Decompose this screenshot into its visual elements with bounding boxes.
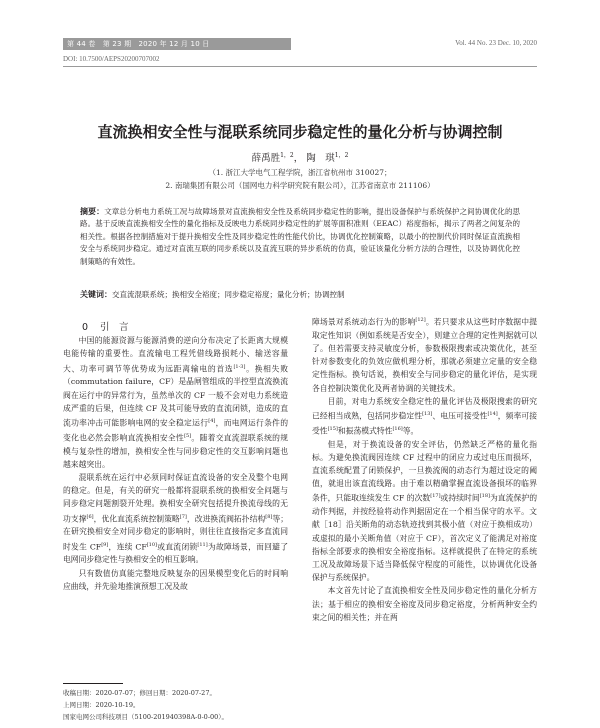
- citation-ref[interactable]: [5]: [184, 432, 192, 439]
- right-paragraph: [312, 584, 537, 624]
- volume-banner: [63, 38, 291, 50]
- paragraph-text: ，改进换流阀拓扑结构: [186, 514, 266, 524]
- keywords-label: 关键词：: [80, 290, 112, 299]
- footnote-rule: [63, 683, 123, 684]
- paragraph-text: 等。: [402, 426, 419, 436]
- right-column: [312, 314, 537, 624]
- author-1-sup: 1，2: [280, 152, 294, 159]
- abstract-label: 摘要：: [80, 207, 105, 216]
- citation-ref[interactable]: [15]: [327, 425, 338, 432]
- authors: [0, 150, 600, 164]
- author-2-sup: 1，2: [334, 152, 349, 159]
- citation-ref[interactable]: [7]: [179, 513, 187, 520]
- paragraph-text: 为直流保护的动作判据，并按经验将动作判据固定在一个相当保守的水平。文献［18］沿关断角的动态轨迹找到其极小值（对应于换相成功）或虚拟的最小关断角值（对应于 CF），首次定义了能满足对裕度指标全部要求的换相安全裕度指标。这样就提供了在特定的系统工况及故障场景下适当降低保守程度的可能性，以协调优化设备保护与系统保护。: [312, 494, 538, 583]
- volume-right: Vol. 44 No. 23 Dec. 10, 2020: [455, 39, 537, 47]
- paragraph-text: 。换相失败（commutation failure，CF）是晶闸管组成的半控型直流换流阀在运行中的异常行为，虽然单次的 CF 一般不会对电力系统造成严重的后果，但连续 CF 及其可能导致的直流闭锁，造成的直流功率冲击可能影响电网的安全稳定运行: [63, 364, 288, 428]
- section-number: 0: [82, 322, 89, 333]
- paragraph-text: 。若只要求从这些时序数据中提取定性知识（例如系统是否安全），则建立合理的定性判据就可以了。但若需要支持灵敏度分析，参数极限搜索或决策优化，甚至针对参数变化的负效应做机理分析，那就必须建立定量的安全稳定性指标。换句话说，换相安全与同步稳定的量化评估，是实现各自控制决策优化及两者协调的关键技术。: [312, 317, 537, 393]
- paragraph-text: 、电压可接受性: [432, 411, 488, 421]
- footnote-received: 收稿日期：2020-07-07；修回日期：2020-07-27。: [63, 689, 216, 697]
- paragraph-text: 和振荡模式特性: [337, 426, 393, 436]
- paragraph-text: 为故障场景，而回避了电网同步稳定性与换相安全的相互影响。: [63, 542, 289, 565]
- citation-ref[interactable]: [11]: [197, 541, 208, 548]
- paragraph-text: 等；在研究换相安全对同步稳定的影响时，则往往直接指定多直流同时发生 CF: [63, 514, 289, 552]
- citation-ref[interactable]: [16]: [392, 425, 403, 432]
- citation-ref[interactable]: [8]: [265, 513, 273, 520]
- right-paragraph: [312, 395, 537, 438]
- paragraph-text: ，连续 CF: [108, 542, 147, 552]
- doi: DOI: 10.7500/AEPS20200707002: [63, 55, 160, 63]
- paragraph-text: 或直流闭锁: [157, 542, 198, 552]
- paragraph-text: ，频率可接受性: [312, 411, 538, 436]
- header-rule: [63, 66, 537, 67]
- paragraph-text: 本文首先讨论了直流换相安全性及同步稳定性的量化分析方法；基于相应的换相安全裕度及同步稳定裕度，分析两种安全约束之间的相关性；并在两: [312, 586, 537, 622]
- citation-ref[interactable]: [12]: [415, 317, 426, 323]
- section-heading: [63, 321, 288, 334]
- citation-ref[interactable]: [1-3]: [233, 363, 246, 370]
- affiliation-2: 2. 南瑞集团有限公司（国网电力科学研究院有限公司），江苏省南京市 211106）: [165, 181, 435, 190]
- author-1: 薛禹胜: [251, 153, 281, 165]
- section-title: 引 言: [100, 322, 129, 333]
- paragraph-text: 目前，对电力系统安全稳定性的量化评估及极限搜索的研究已经相当成熟，包括同步稳定性: [312, 396, 537, 421]
- left-column: [63, 321, 288, 593]
- paragraph-text: ，优化直流系统控制策略: [93, 514, 180, 524]
- volume-left-text: 第 44 卷 第 23 期 2020 年 12 月 10 日: [67, 40, 210, 48]
- footnote-funding: 国家电网公司科技项目（5100-201940398A-0-0-00）。: [63, 713, 229, 721]
- paragraph-text: 或持续时间: [440, 494, 480, 504]
- citation-ref[interactable]: [14]: [487, 411, 498, 418]
- citation-ref[interactable]: [9]: [101, 541, 109, 548]
- citation-ref[interactable]: [18]: [479, 493, 490, 500]
- left-paragraph: [63, 471, 288, 567]
- footnote-online: 上网日期：2020-10-19。: [63, 701, 140, 709]
- left-paragraph: [63, 334, 288, 471]
- paragraph-text: 中国的能源资源与能源消费的逆向分布决定了长距离大规模电能传输的重要性。直流输电工程凭借线路损耗小、输送容量大、功率可调节等优势成为远距离输电的首选: [63, 336, 288, 374]
- left-paragraph: [63, 567, 288, 593]
- keywords-text: 交直流混联系统；换相安全裕度；同步稳定裕度；量化分析；协调控制: [112, 290, 345, 299]
- affiliation-1: （1. 浙江大学电气工程学院，浙江省杭州市 310027；: [208, 168, 392, 177]
- right-paragraph: [312, 438, 537, 585]
- citation-ref[interactable]: [6]: [86, 513, 94, 520]
- abstract-text: 文章总分析电力系统工况与故障场景对直流换相安全性及系统同步稳定性的影响，提出设备保护与系统保护之间协调优化的思路。基于反映直流换相安全性的量化指标及反映电力系统同步稳定性的扩展等面积准则（EEAC）裕度指标，揭示了两者之间复杂的相关性。根据各控制措施对于提升换相安全性及同步稳定性的性能代价比，协调优化控制策略，以最小的控制代价同时保证直流换相安全与系统同步稳定。通过对直流互联的同步系统以及直流互联的异步系统的仿真，验证该量化分析方法的合理性，以及协调优化控制策略的有效性。: [80, 207, 520, 266]
- author-2: 陶 琪: [306, 153, 335, 165]
- paragraph-text: 只有数值仿真能完整地反映复杂的因果模型变化后的时间响应曲线，并先验地推演预想工况及故: [63, 568, 288, 591]
- right-paragraph: [312, 314, 537, 395]
- paragraph-text: ，而电网运行条件的变化也必然会影响直流换相安全性: [63, 418, 289, 443]
- citation-ref[interactable]: [17]: [430, 493, 441, 500]
- paper-title: 直流换相安全性与混联系统同步稳定性的量化分析与协调控制: [97, 123, 503, 141]
- abstract: [80, 206, 520, 268]
- paragraph-text: 混联系统在运行中必须同时保证直流设备的安全及整个电网的稳定。但是，有关的研究一般都将混联系统的换相安全问题与同步稳定问题割裂开处理。换相安全研究包括提升换流母线的无功支撑: [63, 473, 288, 524]
- paragraph-text: 但是，对于换流设备的安全评估，仍然缺乏严格的量化指标。为避免换流阀因连续 CF 过程中的闭应力或过电压而损坏，直流系统配置了闭锁保护，一旦换流阀的动态行为超过设定的阈值，就退出该直流线路。由于难以精确掌握直流设备损坏的临界条件，只能取连续发生 CF 的次数: [312, 439, 537, 504]
- paragraph-text: 障场景对系统动态行为的影响: [312, 317, 416, 327]
- citation-ref[interactable]: [10]: [146, 541, 157, 548]
- citation-ref[interactable]: [13]: [422, 411, 433, 418]
- paragraph-text: 。随着交直流混联系统的规模与复杂性的增加，换相安全性与同步稳定性的交互影响问题也越来越突出。: [63, 433, 289, 469]
- author-separator: ，: [293, 153, 304, 165]
- keywords: [80, 289, 520, 300]
- citation-ref[interactable]: [4]: [208, 418, 216, 425]
